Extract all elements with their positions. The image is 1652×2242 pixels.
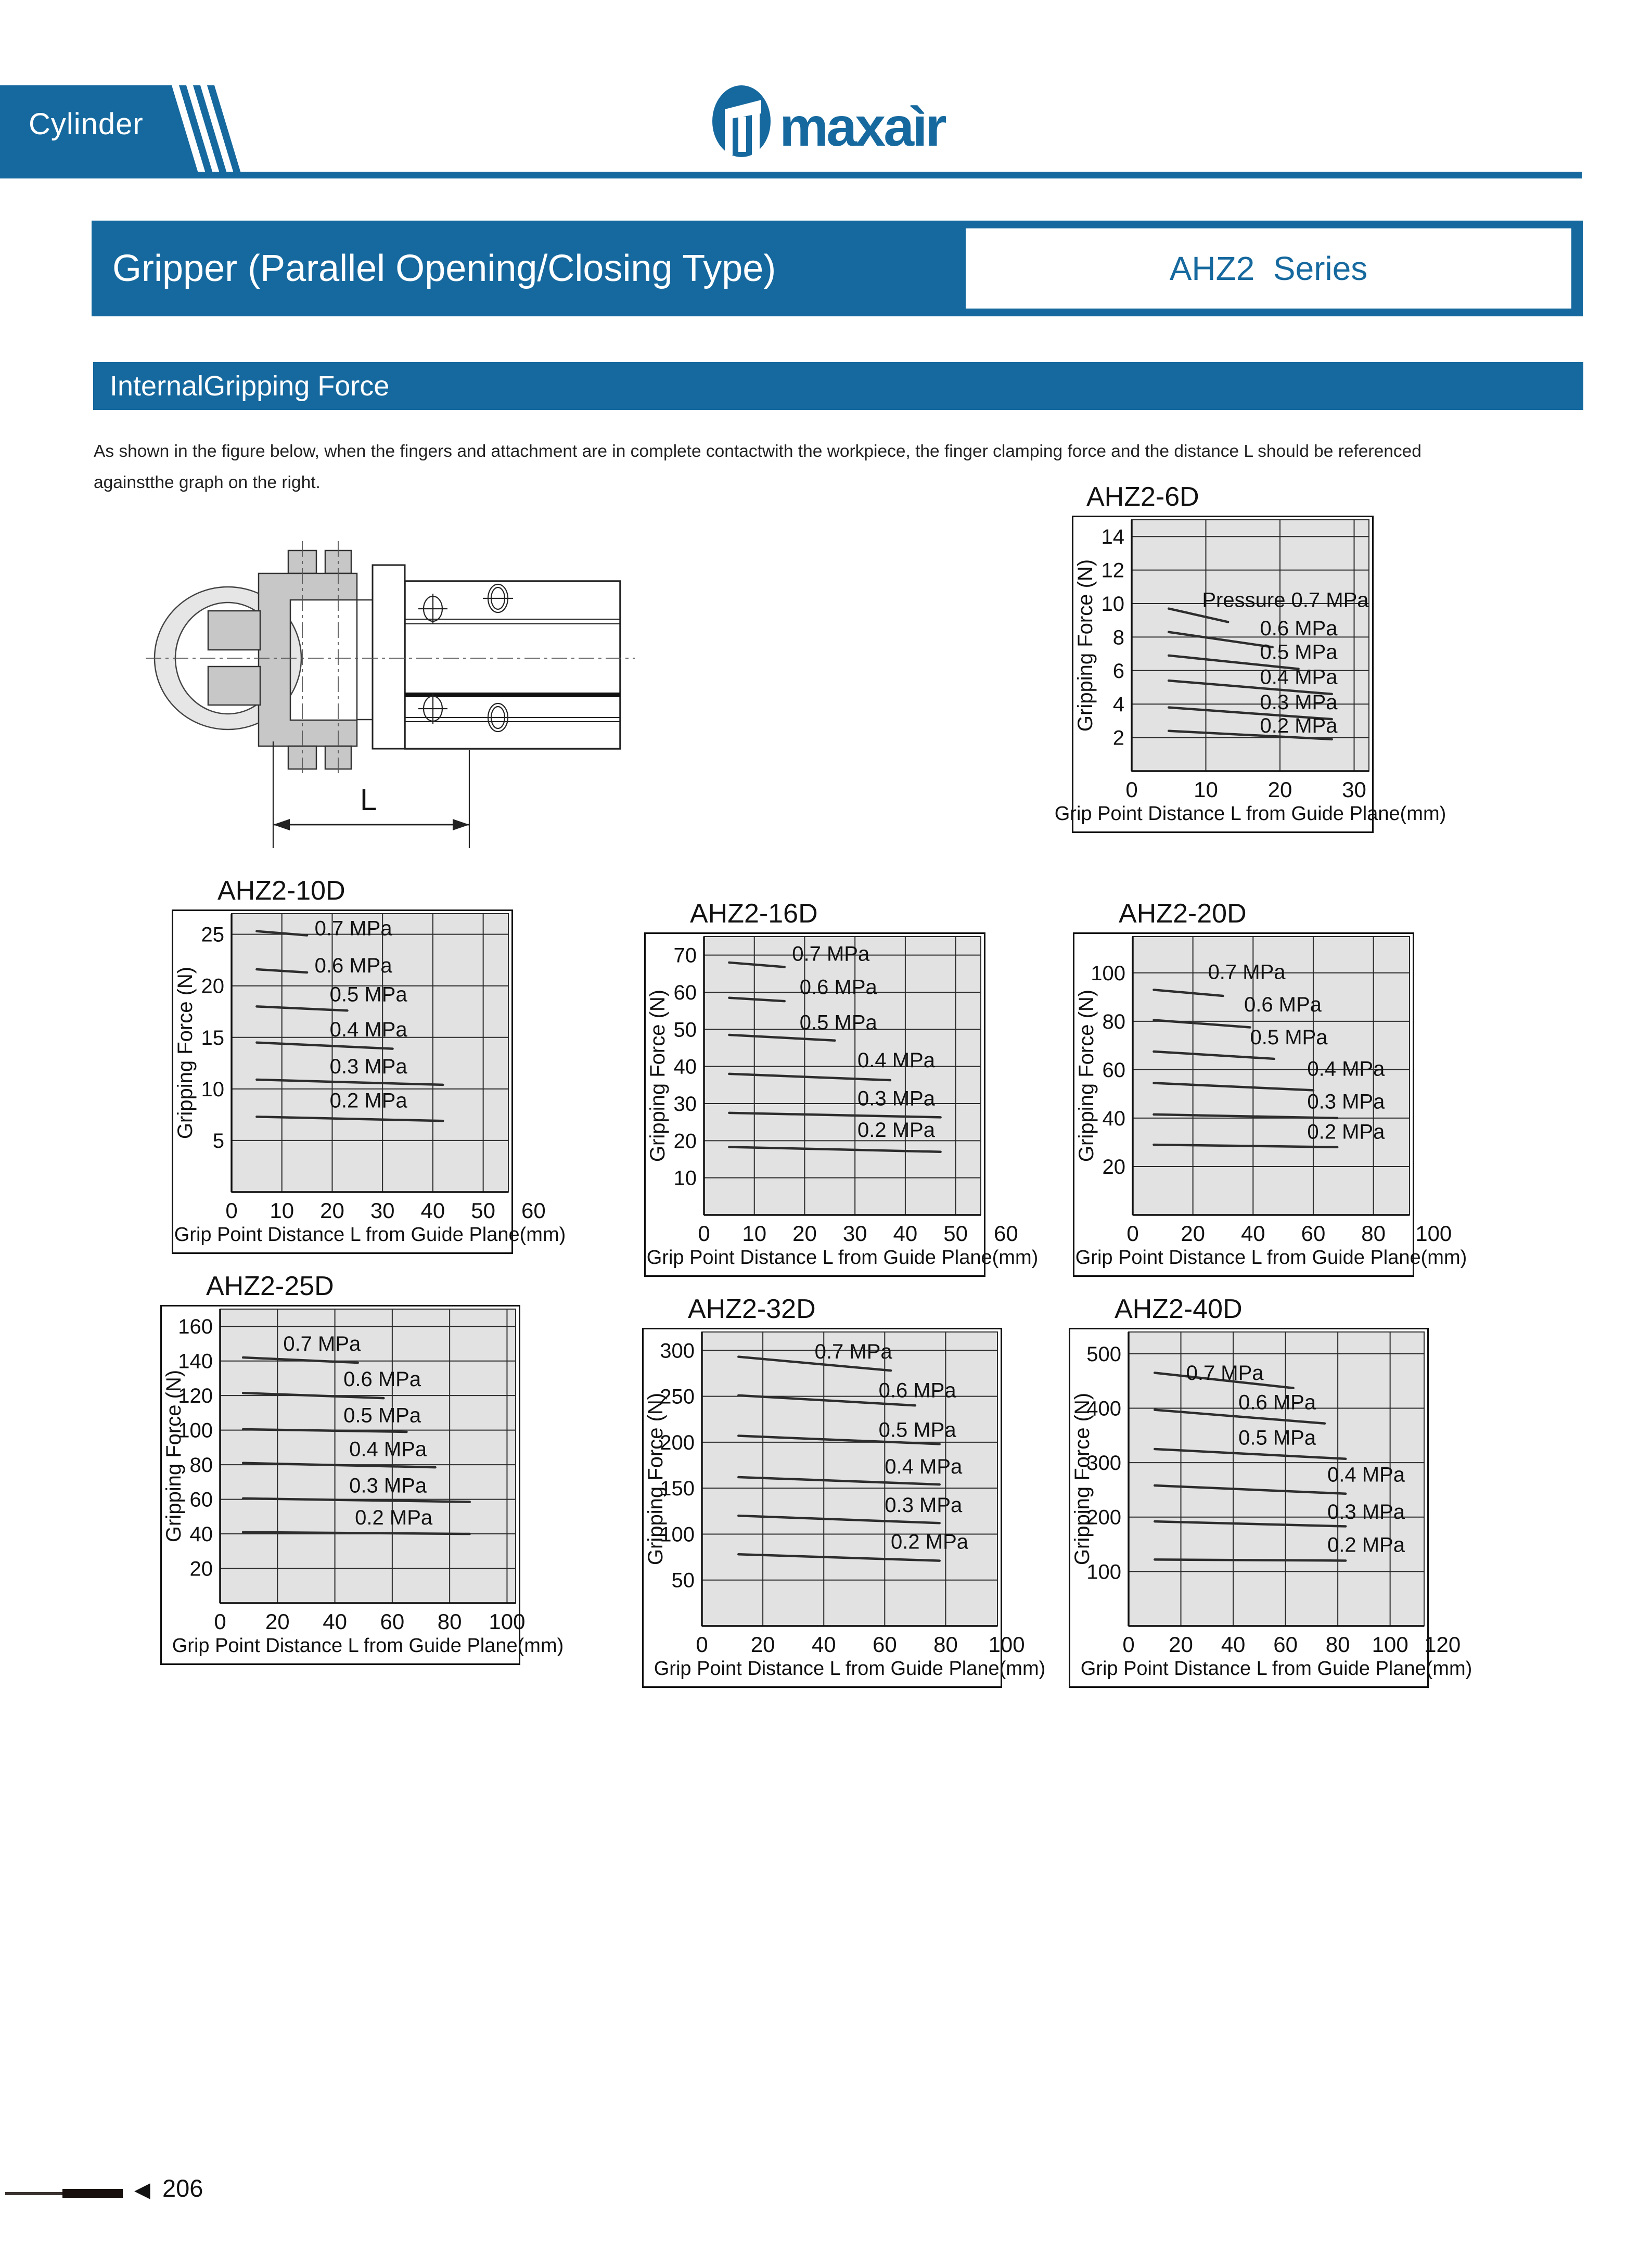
x-tick-label: 100: [1415, 1221, 1452, 1246]
pressure-line-label: 0.6 MPa: [314, 954, 392, 977]
y-tick-label: 50: [673, 1018, 697, 1042]
chart-ahz2-10d: [172, 875, 566, 1257]
x-tick-label: 80: [933, 1632, 958, 1657]
pressure-line-label: 0.3 MPa: [329, 1055, 407, 1079]
chart-ahz2-6d: [1054, 481, 1446, 836]
x-axis-title: Grip Point Distance L from Guide Plane(mm): [174, 1224, 566, 1246]
pressure-line-label: 0.4 MPa: [857, 1049, 935, 1072]
header-divider: [0, 172, 1582, 178]
y-tick-label: 300: [1086, 1452, 1121, 1475]
pressure-line-label: 0.7 MPa: [314, 917, 392, 940]
pressure-line-label: 0.6 MPa: [799, 976, 877, 999]
pressure-line-label: 0.6 MPa: [1238, 1391, 1316, 1414]
chart-ahz2-25d: [160, 1271, 564, 1668]
section-bar: [93, 362, 1583, 410]
x-tick-label: 100: [988, 1632, 1025, 1657]
x-tick-label: 30: [1342, 777, 1366, 802]
description-line-1: As shown in the figure below, when the fingers and attachment are in complete contactwith the workpiece, the finger clamping force and the distance L should be referenced: [94, 442, 1422, 461]
y-axis-title: Gripping Force (N): [174, 966, 197, 1139]
y-tick-label: 80: [189, 1454, 213, 1477]
y-tick-label: 10: [673, 1167, 697, 1190]
pressure-line-label: 0.2 MPa: [857, 1119, 935, 1142]
y-tick-label: 60: [189, 1488, 213, 1511]
y-tick-label: 200: [660, 1431, 695, 1454]
y-tick-label: 500: [1086, 1342, 1121, 1366]
x-tick-label: 80: [1325, 1632, 1350, 1657]
plot-area: [702, 1332, 997, 1626]
pressure-line-label: 0.7 MPa: [283, 1332, 361, 1355]
chart-frame: [172, 909, 566, 1254]
pressure-line-label: 0.5 MPa: [878, 1418, 956, 1442]
pressure-line-label: 0.2 MPa: [1260, 714, 1338, 737]
y-tick-label: 160: [178, 1315, 213, 1339]
y-axis-title: Gripping Force (N): [162, 1369, 185, 1543]
chart-title: AHZ2-20D: [1119, 899, 1247, 929]
cylinder-tab-label: Cylinder: [29, 107, 144, 141]
y-tick-label: 4: [1112, 693, 1124, 716]
y-tick-label: 40: [189, 1523, 213, 1546]
pressure-line-label: 0.2 MPa: [1307, 1120, 1385, 1144]
x-tick-label: 0: [698, 1221, 710, 1246]
footer-rule-thin: [5, 2192, 62, 2195]
x-tick-label: 30: [842, 1221, 867, 1246]
x-tick-label: 100: [1372, 1632, 1408, 1657]
y-tick-label: 10: [201, 1078, 224, 1101]
pressure-line-label: 0.3 MPa: [885, 1494, 963, 1517]
y-tick-label: 100: [178, 1419, 213, 1442]
x-tick-label: 40: [323, 1609, 347, 1634]
pressure-line-label: 0.4 MPa: [349, 1438, 427, 1461]
x-tick-label: 20: [1181, 1221, 1206, 1246]
x-tick-label: 20: [1169, 1632, 1193, 1657]
chart-ahz2-40d: [1069, 1293, 1472, 1690]
x-tick-label: 0: [1122, 1632, 1135, 1657]
chart-frame: [1073, 932, 1467, 1277]
chart-title: AHZ2-40D: [1115, 1294, 1243, 1324]
series-badge-label: AHZ2 Series: [1169, 250, 1368, 287]
y-tick-label: 20: [1102, 1155, 1125, 1178]
chart-ahz2-32d: [642, 1293, 1046, 1690]
pressure-line-label: 0.5 MPa: [343, 1404, 421, 1427]
y-tick-label: 20: [673, 1130, 697, 1153]
pressure-line-label: 0.7 MPa: [1208, 960, 1286, 984]
y-tick-label: 150: [660, 1477, 695, 1501]
x-tick-label: 20: [1267, 777, 1292, 802]
chart-title: AHZ2-6D: [1086, 482, 1199, 512]
pressure-line-label: 0.2 MPa: [329, 1089, 407, 1112]
pressure-line-label: 0.2 MPa: [1327, 1533, 1405, 1557]
y-tick-label: 12: [1101, 559, 1124, 582]
x-tick-label: 60: [1273, 1632, 1298, 1657]
page-title: Gripper (Parallel Opening/Closing Type): [112, 248, 776, 289]
x-tick-label: 40: [420, 1198, 445, 1223]
x-tick-label: 40: [811, 1632, 836, 1657]
chart-frame: [1069, 1328, 1472, 1688]
chart-title: AHZ2-32D: [688, 1294, 816, 1324]
page-number: 206: [162, 2174, 203, 2202]
x-tick-label: 10: [742, 1221, 767, 1246]
pressure-line-0.2: [1155, 1559, 1346, 1560]
y-tick-label: 250: [660, 1385, 695, 1408]
x-tick-label: 20: [750, 1632, 775, 1657]
y-tick-label: 70: [673, 944, 697, 967]
pressure-line-label: 0.5 MPa: [1250, 1026, 1328, 1049]
logo-wordmark: maxaìr: [779, 96, 945, 158]
x-tick-label: 0: [225, 1198, 238, 1223]
chart-title: AHZ2-10D: [217, 876, 345, 906]
pressure-line-label: 0.3 MPa: [349, 1474, 427, 1497]
pressure-line-label: Pressure 0.7 MPa: [1202, 588, 1369, 612]
y-axis-title: Gripping Force (N): [1071, 1392, 1094, 1566]
footer-rule-thick: [62, 2189, 123, 2198]
x-tick-label: 40: [1240, 1221, 1265, 1246]
y-tick-label: 60: [673, 981, 697, 1004]
gripper-body: [405, 581, 620, 749]
pressure-line-label: 0.6 MPa: [1260, 617, 1338, 640]
y-axis-title: Gripping Force (N): [1075, 989, 1098, 1162]
y-tick-label: 2: [1112, 726, 1124, 750]
pressure-line-label: 0.5 MPa: [329, 983, 407, 1006]
y-tick-label: 120: [178, 1385, 213, 1408]
pressure-line-label: 0.4 MPa: [885, 1455, 963, 1478]
y-tick-label: 40: [673, 1055, 697, 1079]
x-tick-label: 20: [320, 1198, 344, 1223]
x-tick-label: 100: [489, 1609, 526, 1634]
pressure-line-label: 0.7 MPa: [1186, 1362, 1264, 1385]
x-tick-label: 0: [696, 1632, 708, 1657]
x-tick-label: 20: [265, 1609, 290, 1634]
x-tick-label: 20: [792, 1221, 817, 1246]
x-tick-label: 60: [872, 1632, 897, 1657]
gripper-drawing: [120, 513, 692, 877]
y-tick-label: 5: [212, 1129, 224, 1152]
x-tick-label: 60: [1301, 1221, 1326, 1246]
x-axis-title: Grip Point Distance L from Guide Plane(mm): [654, 1658, 1046, 1680]
pressure-line-label: 0.4 MPa: [1327, 1463, 1405, 1487]
pressure-line-label: 0.4 MPa: [329, 1018, 407, 1041]
series-badge: [966, 228, 1571, 309]
y-tick-label: 140: [178, 1350, 213, 1373]
y-tick-label: 14: [1101, 526, 1124, 549]
x-tick-label: 0: [1126, 1221, 1139, 1246]
chart-frame: [642, 1328, 1046, 1688]
dimension-label: L: [360, 783, 377, 817]
y-tick-label: 10: [1101, 593, 1124, 616]
y-tick-label: 400: [1086, 1397, 1121, 1420]
pressure-line-label: 0.6 MPa: [878, 1379, 956, 1402]
pressure-line-label: 0.7 MPa: [792, 942, 870, 966]
chart-frame: [1054, 516, 1446, 833]
x-tick-label: 40: [893, 1221, 918, 1246]
x-axis-title: Grip Point Distance L from Guide Plane(mm): [1054, 803, 1446, 825]
pressure-line-label: 0.4 MPa: [1260, 665, 1338, 689]
y-tick-label: 20: [201, 975, 224, 998]
pressure-line-label: 0.3 MPa: [857, 1087, 935, 1110]
pressure-line-label: 0.3 MPa: [1307, 1090, 1385, 1113]
y-tick-label: 200: [1086, 1506, 1121, 1529]
y-axis-title: Gripping Force (N): [644, 1392, 667, 1566]
description-line-2: againstthe graph on the right.: [94, 473, 321, 493]
x-tick-label: 40: [1221, 1632, 1246, 1657]
x-tick-label: 60: [380, 1609, 405, 1634]
x-tick-label: 50: [471, 1198, 495, 1223]
x-axis-title: Grip Point Distance L from Guide Plane(mm): [172, 1635, 564, 1657]
x-axis-title: Grip Point Distance L from Guide Plane(mm): [1080, 1658, 1472, 1680]
pressure-line-label: 0.5 MPa: [1260, 640, 1338, 664]
pressure-line-label: 0.5 MPa: [1238, 1426, 1316, 1450]
x-tick-label: 80: [1361, 1221, 1386, 1246]
pressure-line-label: 0.2 MPa: [891, 1530, 969, 1554]
x-tick-label: 10: [1194, 777, 1218, 802]
x-tick-label: 60: [521, 1198, 546, 1223]
y-tick-label: 40: [1102, 1107, 1125, 1130]
x-axis-title: Grip Point Distance L from Guide Plane(mm): [646, 1247, 1039, 1269]
chart-title: AHZ2-16D: [690, 899, 818, 929]
y-tick-label: 100: [1091, 962, 1125, 985]
pressure-line-label: 0.6 MPa: [343, 1367, 421, 1391]
chart-ahz2-20d: [1073, 898, 1467, 1279]
y-tick-label: 50: [671, 1569, 695, 1592]
chart-ahz2-16d: [644, 898, 1039, 1279]
y-tick-label: 20: [189, 1557, 213, 1581]
y-axis-title: Gripping Force (N): [646, 989, 669, 1162]
chart-frame: [644, 932, 1039, 1277]
y-axis-title: Gripping Force (N): [1074, 559, 1097, 732]
pressure-line-label: 0.2 MPa: [355, 1506, 433, 1529]
title-bar: [92, 221, 1583, 316]
x-tick-label: 30: [370, 1198, 395, 1223]
pressure-line-label: 0.7 MPa: [814, 1340, 892, 1364]
pressure-line-label: 0.3 MPa: [1327, 1500, 1405, 1523]
maxair-logo: [712, 82, 1024, 171]
y-tick-label: 30: [673, 1093, 697, 1116]
pressure-line-label: 0.6 MPa: [1244, 993, 1322, 1017]
y-tick-label: 8: [1112, 626, 1124, 649]
y-tick-label: 300: [660, 1339, 695, 1363]
chart-frame: [160, 1305, 564, 1665]
x-tick-label: 50: [943, 1221, 968, 1246]
pressure-line-label: 0.5 MPa: [799, 1011, 877, 1034]
x-axis-title: Grip Point Distance L from Guide Plane(mm): [1075, 1247, 1467, 1269]
y-tick-label: 60: [1102, 1058, 1125, 1082]
x-tick-label: 0: [214, 1609, 226, 1634]
y-tick-label: 80: [1102, 1010, 1125, 1033]
back-arrow-icon: ◀: [134, 2179, 150, 2201]
x-tick-label: 60: [994, 1221, 1018, 1246]
y-tick-label: 25: [201, 923, 224, 946]
y-tick-label: 100: [1086, 1560, 1121, 1584]
x-tick-label: 80: [437, 1609, 462, 1634]
y-tick-label: 6: [1112, 659, 1124, 683]
section-heading: InternalGripping Force: [110, 370, 390, 402]
y-tick-label: 100: [660, 1523, 695, 1546]
pressure-line-label: 0.3 MPa: [1260, 690, 1338, 714]
y-tick-label: 15: [201, 1026, 224, 1049]
x-tick-label: 0: [1125, 777, 1138, 802]
x-tick-label: 120: [1424, 1632, 1461, 1657]
pressure-line-label: 0.4 MPa: [1307, 1057, 1385, 1081]
x-tick-label: 10: [270, 1198, 294, 1223]
chart-title: AHZ2-25D: [206, 1271, 334, 1301]
